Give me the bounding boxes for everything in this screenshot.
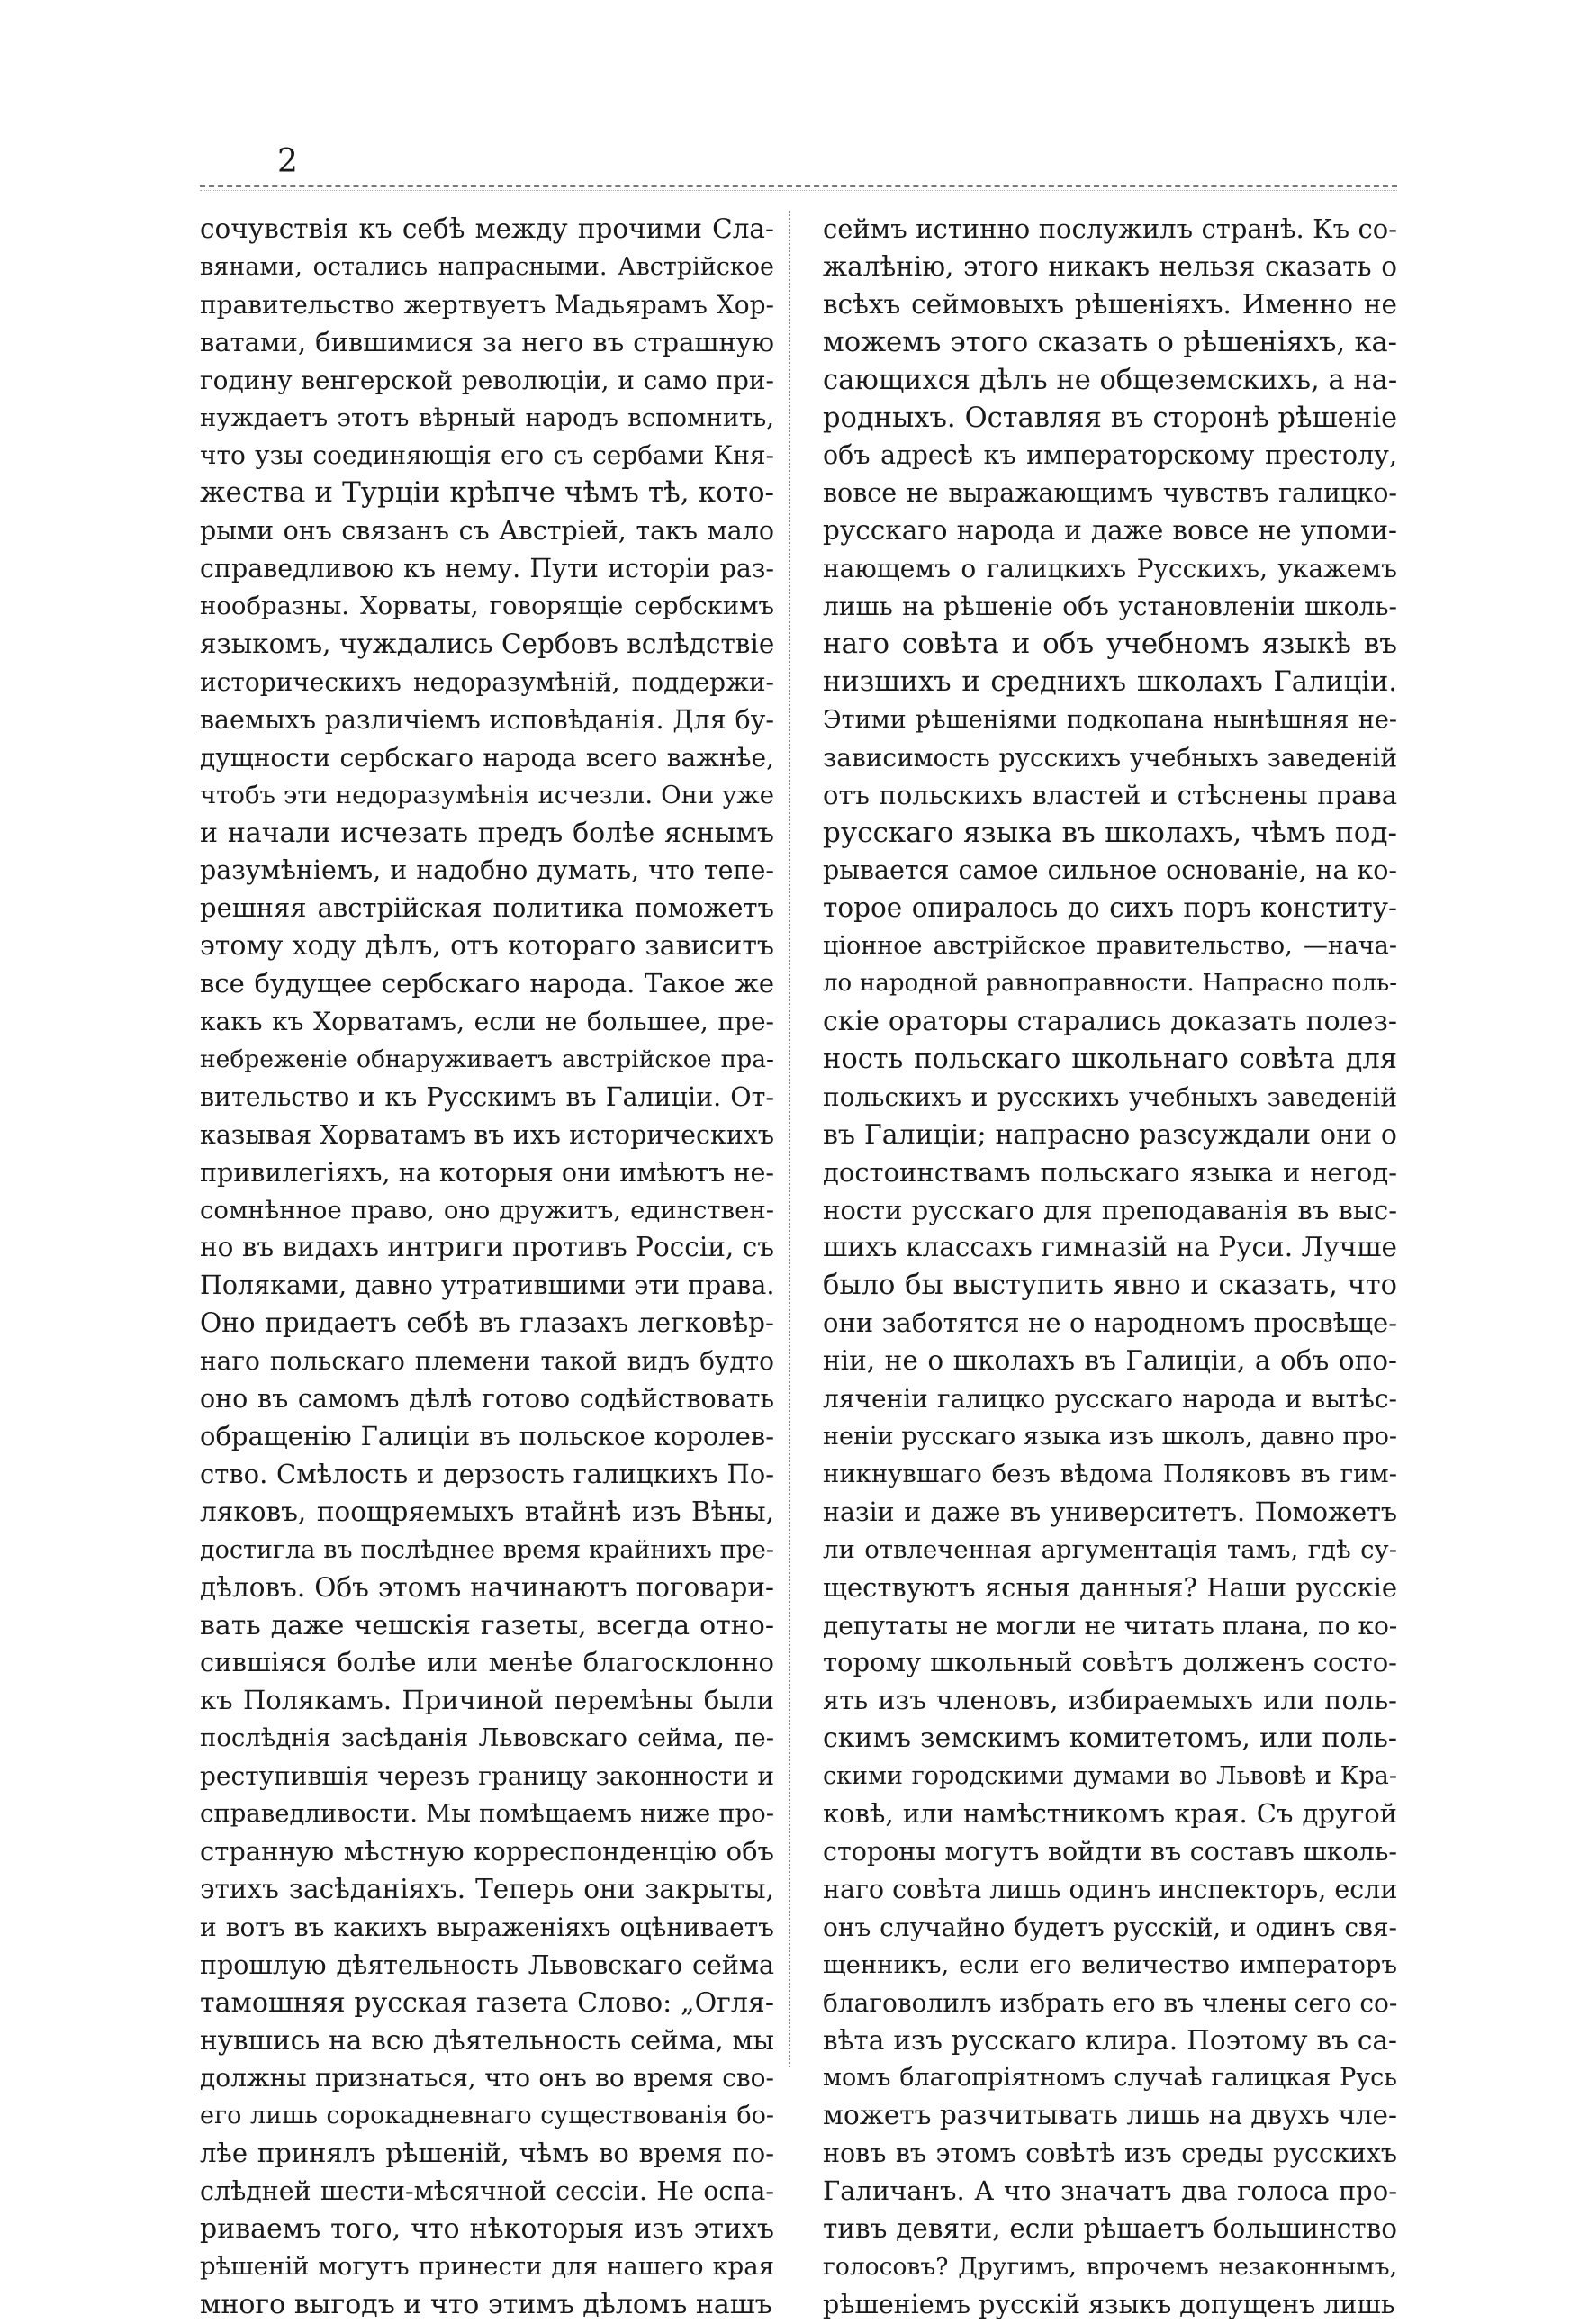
text-line: достигла въ послѣднее время крайнихъ пре-: [200, 1535, 774, 1564]
text-line: зависимость русскихъ учебныхъ заведеній: [823, 742, 1397, 773]
text-line: ляченіи галицко русскаго народа и вытѣс-: [823, 1384, 1397, 1415]
text-line: жества и Турціи крѣпче чѣмъ тѣ, кото-: [200, 476, 774, 510]
text-line: чтобъ эти недоразумѣнія исчезли. Они уже: [200, 780, 774, 809]
text-line: тамошняя русская газета Слово: „Огля-: [200, 1986, 774, 2019]
text-line: решняя австрійская политика поможетъ: [200, 892, 774, 924]
text-line: ваемыхъ различіемъ исповѣданія. Для бу-: [200, 704, 774, 735]
text-line: ство. Смѣлость и дерзость галицкихъ По-: [200, 1458, 774, 1489]
text-line: должны признаться, что онъ во время сво-: [200, 2063, 774, 2093]
text-line: годину венгерской революціи, и само при-: [200, 365, 774, 395]
text-line: привилегіяхъ, на которыя они имѣютъ не-: [200, 1157, 774, 1188]
text-line: сеймъ истинно послужилъ странѣ. Къ со-: [823, 213, 1397, 244]
column-divider: [789, 211, 790, 2067]
text-line: и вотъ въ какихъ выраженіяхъ оцѣниваетъ: [200, 1912, 774, 1942]
text-line: благоволилъ избрать его въ члены сего со-: [823, 1987, 1398, 2018]
text-line: всѣхъ сеймовыхъ рѣшеніяхъ. Именно не: [823, 288, 1397, 320]
text-line: вянами, остались напрасными. Австрійское: [200, 252, 774, 281]
text-line: сочувствія къ себѣ между прочими Сла-: [200, 213, 774, 244]
header-rule-secondary: [200, 190, 1397, 191]
text-line: справедливости. Мы помѣщаемъ ниже про-: [200, 1799, 774, 1829]
text-line: стороны могутъ войдти въ составъ школь-: [823, 1836, 1397, 1867]
text-line: было бы выступить явно и сказать, что: [823, 1270, 1397, 1302]
text-line: рывается самое сильное основаніе, на ко-: [823, 855, 1397, 886]
text-line: торое опиралось до сихъ поръ конститу-: [823, 892, 1397, 924]
text-line: ять изъ членовъ, избираемыхъ или поль-: [823, 1685, 1397, 1716]
text-line: слѣдней шести-мѣсячной сессіи. Не оспа-: [200, 2176, 774, 2207]
text-line: языкомъ, чуждались Сербовъ вслѣдствіе: [200, 628, 775, 659]
text-line: въ Галиціи; напрасно разсуждали они о: [823, 1118, 1397, 1151]
text-line: русскаго языка въ школахъ, чѣмъ под-: [823, 816, 1397, 849]
text-line: депутаты не могли не читать плана, по ко-: [823, 1610, 1398, 1641]
text-line: неніи русскаго языка изъ школъ, давно про-: [823, 1423, 1397, 1451]
text-line: ціонное австрійское правительство, —нача-: [823, 932, 1397, 961]
text-line: тивъ девяти, если рѣшаетъ большинство: [823, 2213, 1397, 2245]
text-line: никнувшаго безъ вѣдома Поляковъ въ гим-: [823, 1459, 1397, 1488]
text-line: торому школьный совѣтъ долженъ состо-: [823, 1647, 1397, 1678]
text-line: скіе ораторы старались доказать полез-: [823, 1006, 1397, 1038]
text-line: рыми онъ связанъ съ Австріей, такъ мало: [200, 516, 774, 547]
text-line: можемъ этого сказать о рѣшеніяхъ, ка-: [823, 326, 1397, 358]
text-line: странную мѣстную корреспонденцію объ: [200, 1835, 774, 1867]
text-line: ли отвлеченная аргументація тамъ, гдѣ су-: [823, 1534, 1397, 1564]
header-rule: [200, 185, 1397, 187]
text-line: нуждаетъ этотъ вѣрный народъ вспомнить,: [200, 402, 774, 432]
text-line: казывая Хорватамъ въ ихъ историческихъ: [200, 1119, 774, 1150]
text-line: Оно придаетъ себѣ въ глазахъ легковѣр-: [200, 1307, 774, 1339]
text-line: сившіяся болѣе или менѣе благосклонно: [200, 1647, 774, 1678]
text-line: назіи и даже въ университетъ. Поможетъ: [823, 1497, 1397, 1527]
text-line: можетъ разчитывать лишь на двухъ чле-: [823, 2100, 1397, 2131]
text-line: ности русскаго для преподаванія въ выс-: [823, 1194, 1397, 1225]
text-line: рѣшеніемъ русскій языкъ допущенъ лишь: [823, 2289, 1395, 2319]
text-line: дѣловъ. Объ этомъ начинаютъ поговари-: [200, 1571, 774, 1603]
text-line: вать даже чешскія газеты, всегда отно-: [200, 1609, 774, 1641]
text-line: онъ случайно будетъ русскій, и одинъ свя-: [823, 1912, 1397, 1942]
text-line: родныхъ. Оставляя въ сторонѣ рѣшеніе: [823, 402, 1397, 434]
left-column: [200, 211, 774, 2324]
text-line: вовсе не выражающимъ чувствъ галицко-: [823, 478, 1397, 509]
text-line: наго совѣта лишь одинъ инспекторъ, если: [823, 1874, 1398, 1904]
text-line: что узы соединяющія его съ сербами Кня-: [200, 440, 774, 471]
text-line: польскихъ и русскихъ учебныхъ заведеній: [823, 1081, 1397, 1112]
text-line: ществуютъ ясныя данныя? Наши русскіе: [823, 1571, 1397, 1603]
text-line: новъ въ этомъ совѣтѣ изъ среды русскихъ: [823, 2139, 1397, 2169]
text-line: русскаго народа и даже вовсе не упоми-: [823, 515, 1397, 547]
text-line: этому ходу дѣлъ, отъ котораго зависитъ: [200, 930, 774, 963]
text-line: прошлую дѣятельность Львовскаго сейма: [200, 1949, 774, 1980]
text-line: послѣднія засѣданія Львовскаго сейма, пе-: [200, 1723, 774, 1753]
text-line: Этими рѣшеніями подкопана нынѣшняя не-: [823, 705, 1397, 734]
text-line: много выгодъ и что этимъ дѣломъ нашъ: [200, 2288, 772, 2320]
text-line: ло народной равноправности. Напрасно поль-: [823, 970, 1397, 998]
text-line: правительство жертвуетъ Мадьярамъ Хор-: [200, 289, 774, 320]
text-line: ніи, не о школахъ въ Галиціи, а объ опо-: [823, 1345, 1397, 1377]
text-line: объ адресѣ къ императорскому престолу,: [823, 440, 1397, 471]
text-line: Галичанъ. А что значатъ два голоса про-: [823, 2175, 1397, 2207]
page-number: 2: [277, 143, 298, 180]
text-line: голосовъ? Другимъ, впрочемъ незаконнымъ,: [823, 2252, 1397, 2281]
text-line: историческихъ недоразумѣній, поддержи-: [200, 666, 774, 697]
text-line: лѣе принялъ рѣшеній, чѣмъ во время по-: [200, 2138, 774, 2169]
text-line: рѣшеній могутъ принести для нашего края: [200, 2251, 774, 2281]
text-line: къ Полякамъ. Причиной перемѣны были: [200, 1685, 774, 1716]
text-line: небреженіе обнаруживаетъ австрійское пра-: [200, 1044, 774, 1073]
text-line: нообразны. Хорваты, говорящіе сербскимъ: [200, 592, 774, 621]
text-line: все будущее сербскаго народа. Такое же: [200, 968, 774, 999]
text-line: какъ къ Хорватамъ, если не большее, пре-: [200, 1007, 774, 1037]
text-line: оно въ самомъ дѣлѣ готово содѣйствовать: [200, 1384, 774, 1415]
right-column: [823, 211, 1397, 2324]
text-line: ляковъ, поощряемыхъ втайнѣ изъ Вѣны,: [200, 1496, 774, 1527]
text-line: риваемъ того, что нѣкоторыя изъ этихъ: [200, 2213, 774, 2246]
text-line: нающемъ о галицкихъ Русскихъ, укажемъ: [823, 554, 1397, 584]
text-line: достоинствамъ польскаго языка и негод-: [823, 1156, 1397, 1188]
text-line: низшихъ и среднихъ школахъ Галиціи.: [823, 665, 1397, 698]
text-line: лишь на рѣшеніе объ установленіи школь-: [823, 592, 1397, 622]
text-line: вительство и къ Русскимъ въ Галиціи. От-: [200, 1081, 774, 1112]
text-line: сающихся дѣлъ не общеземскихъ, а на-: [823, 364, 1398, 396]
text-line: щенникъ, если его величество императоръ: [823, 1949, 1397, 1979]
text-line: момъ благопріятномъ случаѣ галицкая Русь: [823, 2064, 1397, 2093]
text-line: скимъ земскимъ комитетомъ, или поль-: [823, 1723, 1397, 1755]
text-line: нувшись на всю дѣятельность сейма, мы: [200, 2024, 774, 2056]
text-line: сомнѣнное право, оно дружитъ, единствен-: [200, 1195, 774, 1225]
text-line: справедливою къ нему. Пути исторіи раз-: [200, 554, 774, 584]
text-line: жалѣнію, этого никакъ нельзя сказать о: [823, 250, 1397, 282]
text-line: ватами, бившимися за него въ страшную: [200, 326, 774, 357]
text-line: они заботятся не о народномъ просвѣще-: [823, 1307, 1397, 1339]
text-line: ковѣ, или намѣстникомъ края. Съ другой: [823, 1798, 1397, 1830]
text-line: но въ видахъ интриги противъ Россіи, съ: [200, 1232, 774, 1263]
text-line: этихъ засѣданіяхъ. Теперь они закрыты,: [200, 1873, 774, 1904]
text-line: отъ польскихъ властей и стѣснены права: [823, 779, 1397, 810]
text-line: обращенію Галиціи въ польское королев-: [200, 1421, 774, 1451]
text-line: Поляками, давно утратившими эти права.: [200, 1271, 775, 1301]
text-line: шихъ классахъ гимназій на Руси. Лучше: [823, 1232, 1397, 1263]
text-line: и начали исчезать предъ болѣе яснымъ: [200, 817, 774, 849]
text-line: ность польскаго школьнаго совѣта для: [823, 1043, 1397, 1075]
text-line: разумѣніемъ, и надобно думать, что тепе-: [200, 855, 774, 886]
text-line: реступившія черезъ границу законности и: [200, 1761, 774, 1792]
text-line: скими городскими думами во Львовѣ и Кра-: [823, 1762, 1397, 1791]
text-line: наго польскаго племени такой видъ будто: [200, 1346, 774, 1377]
text-line: дущности сербскаго народа всего важнѣе,: [200, 742, 774, 773]
text-line: вѣта изъ русскаго клира. Поэтому въ са-: [823, 2024, 1397, 2056]
text-line: его лишь сорокадневнаго существованія бо-: [200, 2102, 774, 2130]
text-line: наго совѣта и объ учебномъ языкѣ въ: [823, 627, 1397, 660]
